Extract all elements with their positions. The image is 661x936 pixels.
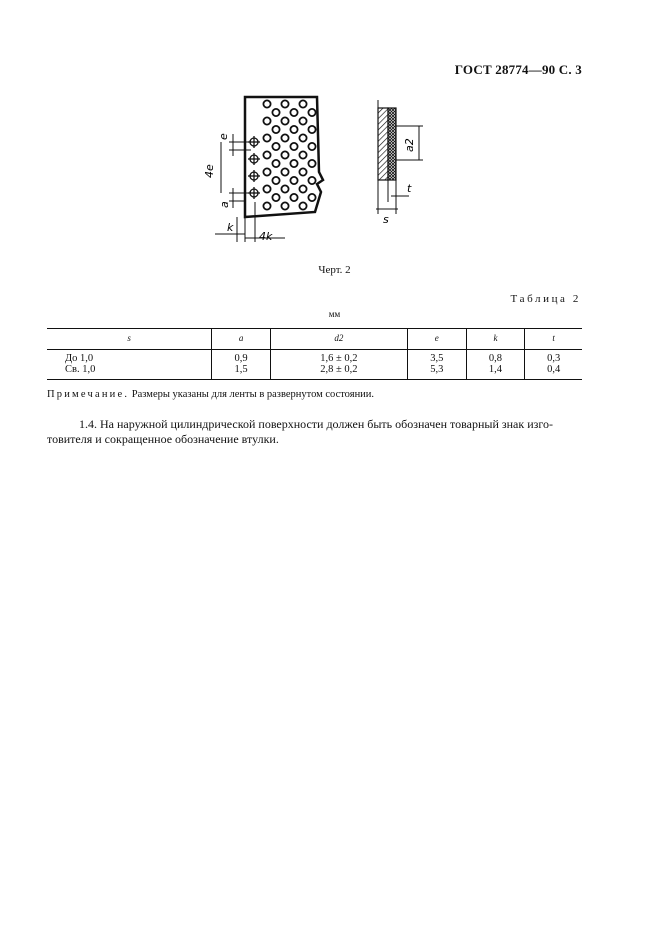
label-a: a — [218, 201, 231, 208]
cell: Св. 1,0 — [47, 364, 212, 380]
label-a2: a2 — [403, 138, 416, 152]
label-k: k — [227, 221, 234, 234]
section-inner — [388, 108, 396, 180]
table-row — [47, 350, 582, 365]
col-header-t: t — [525, 329, 582, 350]
page-header: ГОСТ 28774—90 С. 3 — [454, 62, 582, 77]
cell: 0,3 — [525, 350, 582, 365]
label-e: e — [217, 133, 230, 140]
paragraph-line-1: На наружной цилиндрической поверхности должен быть обозначен товарный знак изго- — [100, 417, 553, 431]
table-label: Таблица 2 — [510, 293, 581, 305]
paragraph-1-4 — [47, 417, 582, 447]
cell: 5,3 — [407, 364, 466, 380]
cell: 0,4 — [525, 364, 582, 380]
col-header-e: e — [407, 329, 466, 350]
col-header-k: k — [466, 329, 525, 350]
table-header-row — [47, 329, 582, 350]
cell: 0,9 — [212, 350, 271, 365]
cell: 2,8 ± 0,2 — [270, 364, 407, 380]
cell: До 1,0 — [65, 353, 94, 364]
figure-drawing — [195, 92, 435, 252]
spec-table — [47, 328, 582, 380]
col-header-d2-label: d2 — [334, 333, 344, 343]
label-t: t — [407, 182, 412, 195]
col-header-s: s — [47, 329, 212, 350]
cell: 0,8 — [466, 350, 525, 365]
label-s: s — [383, 213, 389, 226]
note-label: Примечание. — [47, 389, 130, 400]
paragraph-line-2: товителя и сокращенное обозначение втулки. — [47, 432, 279, 446]
cell: 3,5 — [407, 350, 466, 365]
label-4k: 4k — [259, 230, 273, 243]
table-note — [47, 389, 587, 400]
cell: 1,4 — [466, 364, 525, 380]
figure-caption: Черт. 2 — [318, 264, 351, 276]
label-4e: 4e — [203, 164, 216, 178]
table-row — [47, 364, 582, 380]
section-outer — [378, 108, 388, 180]
cell: 1,5 — [212, 364, 271, 380]
note-text: Размеры указаны для ленты в развернутом состоянии. — [131, 389, 375, 400]
col-header-a: a — [212, 329, 271, 350]
paragraph-number: 1.4. — [79, 417, 97, 431]
table-units: мм — [328, 309, 341, 319]
cell: 1,6 ± 0,2 — [270, 350, 407, 365]
col-header-d2 — [270, 329, 407, 350]
